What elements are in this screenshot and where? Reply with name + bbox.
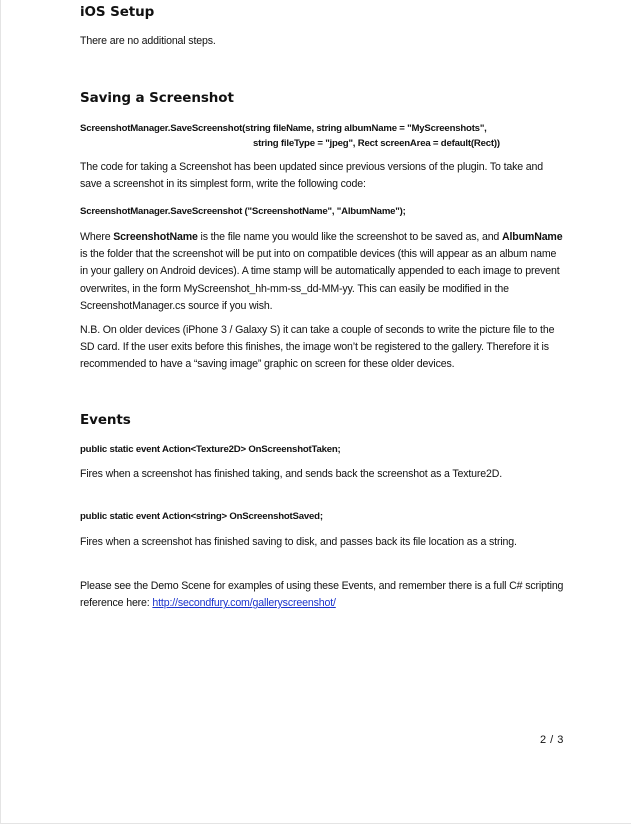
page-number: 2 / 3 xyxy=(540,734,564,746)
saving-heading: Saving a Screenshot xyxy=(80,90,234,106)
ios-setup-body: There are no additional steps. xyxy=(80,35,216,47)
where-term-albumname: AlbumName xyxy=(501,231,563,243)
where-mid: is the file name you would like the screenshot to be saved as, and xyxy=(197,231,502,243)
event-saved-description: Fires when a screenshot has finished saving to disk, and passes back its file location as a string. xyxy=(80,536,517,548)
saving-intro: The code for taking a Screenshot has been updated since previous versions of the plugin. To take and save a screenshot in its simplest form, write the following code: xyxy=(80,161,544,191)
events-heading: Events xyxy=(80,412,131,428)
where-term-screenshotname: ScreenshotName xyxy=(113,231,198,243)
ios-setup-heading: iOS Setup xyxy=(80,4,155,20)
example-code: ScreenshotManager.SaveScreenshot ("ScreenshotName", "AlbumName"); xyxy=(80,206,406,217)
event-saved-signature: public static event Action<string> OnScreenshotSaved; xyxy=(80,511,323,522)
signature-line-2: string fileType = "jpeg", Rect screenArea = default(Rect)) xyxy=(253,138,500,149)
older-devices-note: N.B. On older devices (iPhone 3 / Galaxy S) it can take a couple of seconds to write the picture file to the SD card. If the user exits before this finishes, the image won’t be registered to the gallery. Therefore it is recommended to have a “saving image” graphic on screen for these older devices. xyxy=(80,324,555,371)
where-paragraph xyxy=(80,229,564,315)
events-footer-text: Please see the Demo Scene for examples of using these Events, and remember there is a full C# scripting reference here: xyxy=(80,580,564,610)
where-rest: is the folder that the screenshot will be put into on compatible devices (this will appear as an album name in your gallery on Android devices). A time stamp will be automatically appended to each image to prevent overwrites, in the form MyScreenshot_hh-mm-ss_dd-MM-yy. This can easily be modified in the ScreenshotManager.cs source if you wish. xyxy=(80,248,560,312)
where-prefix: Where xyxy=(80,231,114,243)
signature-line-1: ScreenshotManager.SaveScreenshot(string fileName, string albumName = "MyScreenshots", xyxy=(80,123,487,134)
scripting-reference-link[interactable]: http://secondfury.com/galleryscreenshot/ xyxy=(152,597,336,610)
save-screenshot-signature xyxy=(80,121,564,151)
event-taken-description: Fires when a screenshot has finished taking, and sends back the screenshot as a Texture2D. xyxy=(80,468,503,480)
events-footer xyxy=(80,578,564,612)
event-taken-signature: public static event Action<Texture2D> OnScreenshotTaken; xyxy=(80,444,341,455)
